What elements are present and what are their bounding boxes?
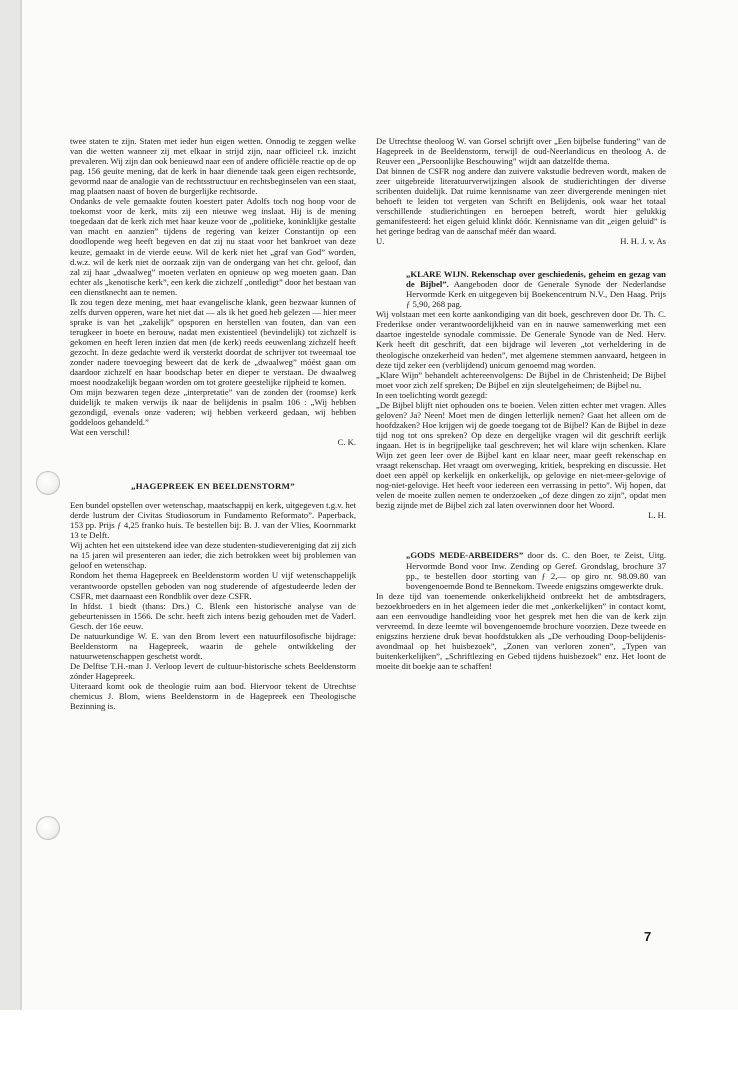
signature-name: H. H. J. v. As (620, 236, 666, 247)
paragraph: In deze tijd van toenemende onkerkelijkheid ontbreekt het de ambtsdragers, bezoekbroeders en in het algemeen ieder die met „onkerkelijken” in contact komt, aan een eenvoudige handleiding voor het gesprek met hen die van de kerk zijn vervreemd. In deze leemte wil bovengenoemde brochure voorzien. Deze tweede en enigszins herziene druk bevat hoofdstukken als „De verhouding Doop-belijdenis-avondmaal op het huisbezoek”, „Zonen van verloren zonen”, „Typen van buitenkerkelijken”, „Schriftlezing en Gebed tijdens huisbezoek” enz. Het loont de moeite dit boekje aan te schaffen! (376, 591, 666, 672)
review-details-gods-mede-arbeiders: door ds. C. den Boer, te Zeist, Uitg. Hervormde Bond voor Inw. Zending op Geref. Grondslag, brochure 37 pp., te bestellen door storting van ƒ 2,— op giro nr. 98.09.80 van bovengenoemde Bond te Bennekom. Tweede enigszins omgewerkte druk. (406, 550, 666, 591)
paragraph: Rondom het thema Hagepreek en Beeldenstorm worden U vijf wetenschappelijk verantwoorde opstellen geboden van nog studerende of afgestudeerde leden der CSFR, met daarnaast een Rondblik over deze CSFR. (70, 570, 356, 601)
paragraph: „Klare Wijn” behandelt achtereenvolgens: De Bijbel in de Christenheid; De Bijbel moet voor zich zelf spreken; De Bijbel en zijn sleutelgeheimen; de Bijbel nu. (376, 369, 666, 390)
signature-initial: U. (376, 236, 385, 247)
section-heading-hagepreek: „HAGEPREEK EN BEELDENSTORM” (131, 481, 295, 492)
scan-edge-shadow (20, 0, 22, 1068)
paragraph: De Delftse T.H.-man J. Verloop levert de cultuur-historische schets Beeldenstorm zónder Hagepreek. (70, 660, 356, 681)
paragraph: Om mijn bezwaren tegen deze „interpretatie” van de zonden der (roomse) kerk duidelijk te maken verwijs ik naar de belijdenis in psalm 106 : „Wij hebben gezondigd, evenals onze vaderen; wij hebben verkeerd gedaan, wij hebben goddeloos gehandeld.” (70, 387, 356, 428)
review-info-klare-wijn (406, 269, 666, 310)
review-info-hagepreek: Een bundel opstellen over wetenschap, maatschappij en kerk, uitgegeven t.g.v. het derde lustrum der Civitas Studiosorum in Fundamento Reformato”. Paperback, 153 pp. Prijs ƒ 4,25 franko huis. Te bestellen bij: B. J. van der Vlies, Koornmarkt 13 te Delft. (70, 499, 356, 541)
paragraph: Dat binnen de CSFR nog andere dan zuivere vakstudie bedreven wordt, maken de zeer uitgebreide literatuurverwijzingen alsook de studierichtingen der diverse scribenten duidelijk. Dat ruime kennisname van zeer divergerende meningen niet behoeft te leiden tot vergeten van Schrift en Belijdenis, ook waar het totaal verschillende studierichtingen en beroepen betreft, wordt hier gelukkig gemanifesteerd: het eigen geluid klinkt dóór. Kennisname van dit „eigen geluid” is het geringe bedrag van de aanschaf méér dan waard. (376, 166, 666, 237)
paragraph: Ondanks de vele gemaakte fouten koestert pater Adolfs toch nog hoop voor de toekomst voor de kerk, mits zij een nieuwe weg inslaat. Hij is de mening toegedaan dat de kerk zich met haar keuze voor de „politieke, koninklijke gestalte van macht en aanzien” tijdens de regering van keizer Constantijn op een doodlopende weg heeft begeven en dat zij nu staat voor het bankroet van deze keuze, gemaakt in de vierde eeuw. Wil de kerk niet het „graf van God” worden, d.w.z. wil de kerk niet de oorzaak zijn van de ondergang van het chr. geloof, dan zal zij haar „dwaalweg” moeten verlaten en opnieuw op weg moeten gaan. Dan echter als „kenotische kerk”, een kerk die zichzelf „ontledigt” door het bestaan van een dienstknecht aan te nemen. (70, 196, 356, 297)
page-number: 7 (644, 929, 652, 944)
paragraph: Wij achten het een uitstekend idee van deze studenten-studievereniging dat zij zich na 15 jaren wil presenteren aan ieder, die zich betrokken weet bij problemen van geloof en wetenschap. (70, 540, 356, 571)
review-info-gods-mede-arbeiders (406, 550, 666, 591)
signature-line (376, 236, 666, 246)
paragraph: Wat een verschil! (70, 427, 130, 438)
paragraph: Ik zou tegen deze mening, met haar evangelische klank, geen bezwaar kunnen of zelfs durven opperen, ware het niet dat — als ik het goed heb gelezen — hier meer sprake is van het „zakelijk” opsporen en herstellen van fouten, dan van een terugkeer in boete en berouw, nadat men existentieel (bevindelijk) tot zichzelf is gekomen en heeft leren inzien dat men (de kerk) reeds eeuwenlang zichzelf heeft gezocht. In deze gedachte werd ik versterkt doordat de schrijver tot tweemaal toe zonder nadere toevoeging beweert dat de kerk de „dwaalweg” móést gaan om daardoor zichzelf en haar boodschap beter en dieper te verstaan. De dwaalweg moest noodzakelijk begaan worden om tot grotere geestelijke rijpheid te komen. (70, 296, 356, 388)
paragraph: twee staten te zijn. Staten met ieder hun eigen wetten. Onnodig te zeggen welke van die wetten wanneer zij met elkaar in strijd zijn, naar officieel r.k. inzicht prevaleren. Wij zijn dan ook benieuwd naar een of andere officiële reactie op de op pag. 156 geuite mening, dat de kerk in haar dienende taak geen eigen rechtsorde, gevormd naar de analogie van de rechtsstructuur en rechtsbeginselen van een staat, mag plaatsen naast of boven de burgerlijke rechtsorde. (70, 136, 356, 197)
paragraph: „De Bijbel blijft niet ophouden ons te boeien. Velen zitten echter met vragen. Alles geloven? Ja? Neen! Moet men de dingen letterlijk nemen? Gaat het alleen om de hoofdzaken? Hoe krijgen wij de goede toegang tot de Bijbel? Kan de Bijbel in deze tijd nog tot ons spreken? Op deze en dergelijke vragen wil dit geschrift eerlijk ingaan. Het is in begrijpelijke taal geschreven; het wil klare wijn schenken. Klare Wijn zet geen leer over de Bijbel kant en klaar neer, maar geeft rekenschap en vraagt rekenschap. Het vraagt om overweging, kritiek, bespreking en discussie. Het doet een appèl op kerkelijk en onkerkelijk, op gelovige en niet-meer-gelovige of nog-niet-gelovige. Het heeft voor iedereen een verrassing in petto”. Wij hopen, dat velen de moeite zullen nemen te onderzoeken „of deze dingen zo zijn”, opdat men bezig zijnde met de Bijbel zich zal laten overwinnen door het Woord. (376, 399, 666, 511)
review-details-klare-wijn: Aangeboden door de Generale Synode der Nederlandse Hervormde Kerk en uitgegeven bij Boekencentrum N.V., Den Haag. Prijs ƒ 5,90, 268 pag. (406, 278, 666, 310)
punch-hole-lower (36, 816, 60, 840)
paragraph: In hfdst. 1 biedt (thans: Drs.) C. Blenk een historische analyse van de gebeurtenissen in 1566. De schr. heeft zich intens bezig gehouden met de Vaderl. Gesch. der 16e eeuw. (70, 600, 356, 631)
review-title-klare-wijn: „KLARE WIJN. Rekenschap over geschiedenis, geheim en gezag van de Bijbel”. (406, 268, 666, 289)
signature-lh: L. H. (648, 510, 666, 521)
paragraph: De Utrechtse theoloog W. van Gorsel schrijft over „Een bijbelse fundering” van de Hagepreek in de Beeldenstorm, terwijl de oud-Neerlandicus en theoloog A. de Reuver een „Persoonlijke Beschouwing” wijdt aan datzelfde thema. (376, 136, 666, 167)
signature-ck: C. K. (337, 437, 356, 448)
paragraph: In een toelichting wordt gezegd: (376, 389, 488, 400)
right-column (376, 136, 666, 672)
scan-bottom-margin (0, 1010, 738, 1068)
review-title-gods-mede-arbeiders: „GODS MEDE-ARBEIDERS” (406, 550, 524, 561)
paragraph: Uiteraard komt ook de theologie ruim aan bod. Hiervoor tekent de Utrechtse chemicus J. Blom, wiens Beeldenstorm in de Hagepreek een Theologische Bezinning is. (70, 680, 356, 712)
paragraph: Wij volstaan met een korte aankondiging van dit boek, geschreven door Dr. Th. C. Frederikse onder verantwoordelijkheid van en in nauwe samenwerking met een daartoe ingestelde synodale commissie. De Generale Synode van de Ned. Herv. Kerk heeft dit geschrift, dat een bijdrage wil leveren „tot verheldering in de theologische onzekerheid van heden”, met algemene stemmen aanvaard, hetgeen in deze tijd zeker een (verblijdend) unicum genoemd mag worden. (376, 309, 666, 370)
scan-edge (0, 0, 22, 1068)
paragraph: De natuurkundige W. E. van den Brom levert een natuurfilosofische bijdrage: Beeldenstorm na Hagepreek, waarin de gehele ontwikkeling der natuurwetenschappen geschetst wordt. (70, 630, 356, 661)
left-column (70, 136, 356, 711)
punch-hole-upper (36, 471, 60, 495)
